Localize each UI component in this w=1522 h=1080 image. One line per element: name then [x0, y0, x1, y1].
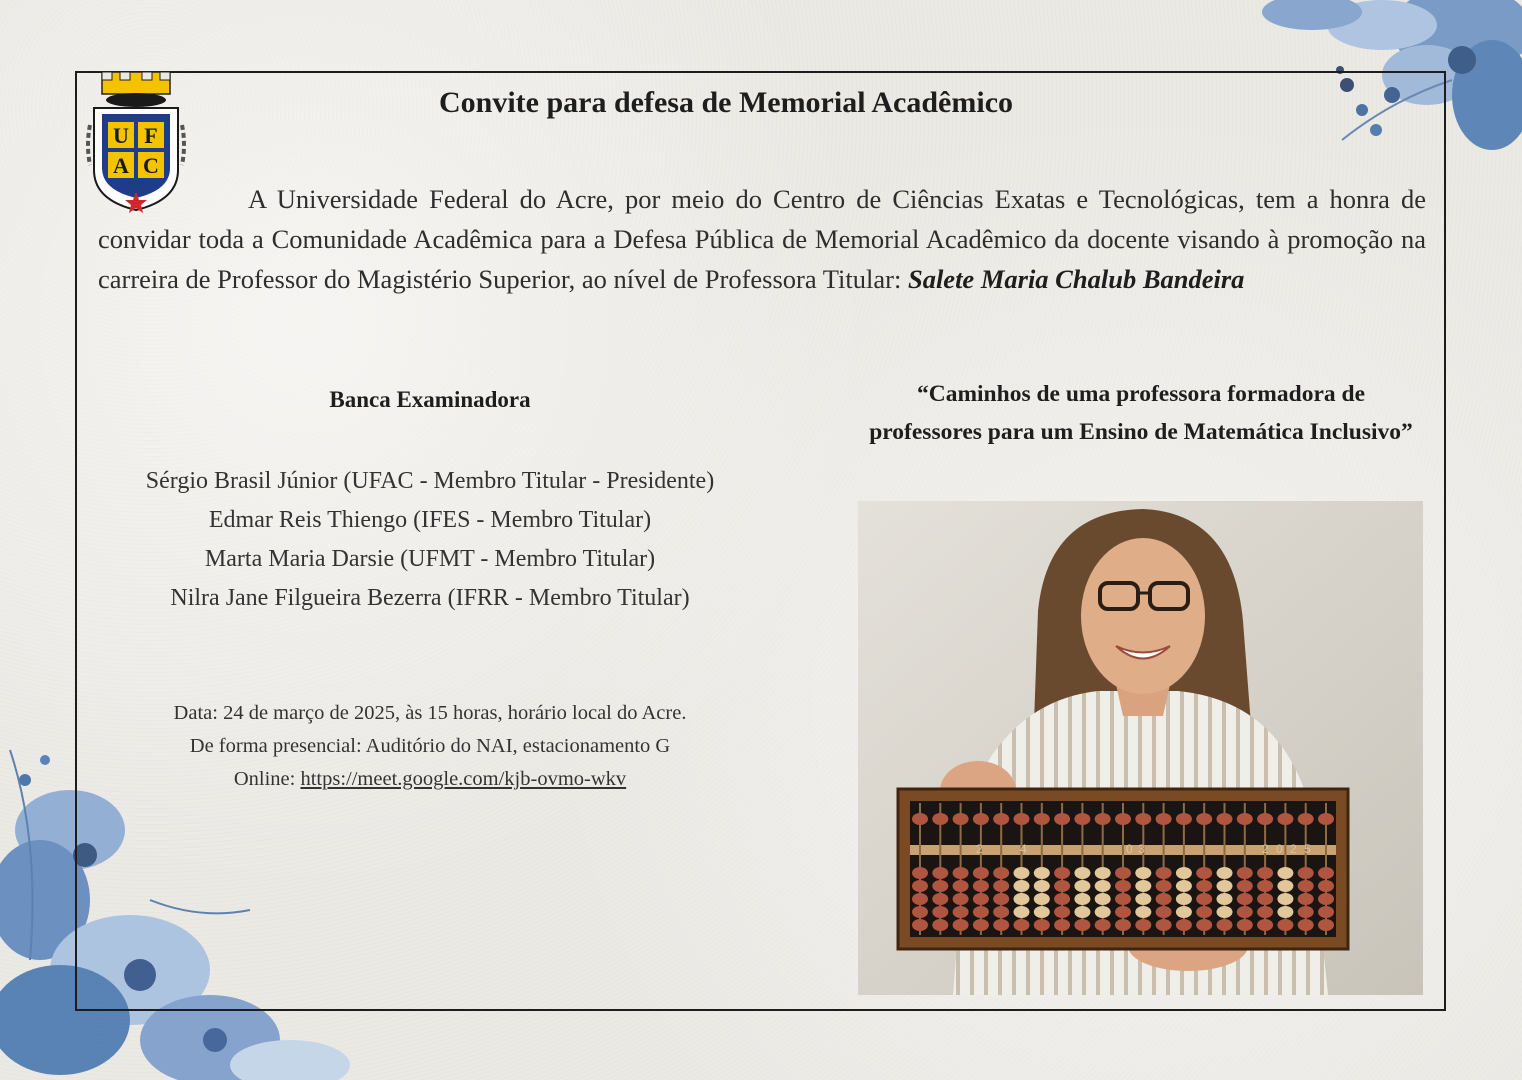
abacus-bead — [953, 893, 969, 905]
abacus-bead — [1277, 893, 1293, 905]
abacus-bead — [932, 813, 948, 825]
event-details — [96, 697, 764, 796]
abacus-bead — [1217, 880, 1233, 892]
abacus-bead — [1095, 867, 1111, 879]
abacus-bead — [1298, 906, 1314, 918]
banca-member: Marta Maria Darsie (UFMT - Membro Titular) — [204, 546, 656, 572]
abacus-bead — [1095, 880, 1111, 892]
abacus-bead — [1237, 867, 1253, 879]
abacus-bead — [1135, 880, 1151, 892]
abacus-bead — [932, 880, 948, 892]
abacus-bead — [1217, 906, 1233, 918]
banca-member: Nilra Jane Filgueira Bezerra (IFRR - Membro Titular) — [170, 585, 690, 611]
candidate-name: Salete Maria Chalub Bandeira — [907, 264, 1245, 294]
online-label: Online: — [233, 768, 301, 790]
abacus-bead — [1014, 813, 1030, 825]
abacus-bead — [1095, 906, 1111, 918]
abacus-bead — [1318, 813, 1334, 825]
abacus-bead — [1277, 867, 1293, 879]
abacus-bead — [1298, 919, 1314, 931]
abacus-bead — [993, 867, 1009, 879]
abacus-bead — [1277, 880, 1293, 892]
abacus-bead — [1176, 880, 1192, 892]
svg-text:A: A — [113, 153, 129, 178]
abacus-bead — [953, 867, 969, 879]
abacus-bead — [1257, 906, 1273, 918]
abacus-digit: 5 — [1304, 842, 1311, 856]
abacus-bead — [1217, 919, 1233, 931]
abacus-bead — [1156, 919, 1172, 931]
abacus-bead — [1196, 813, 1212, 825]
abacus-bead — [1196, 919, 1212, 931]
abacus-digit: 2 — [976, 842, 983, 856]
abacus-bead — [1074, 906, 1090, 918]
abacus-bead — [1217, 813, 1233, 825]
event-place: De forma presencial: Auditório do NAI, estacionamento G — [189, 735, 671, 757]
abacus-bead — [1217, 867, 1233, 879]
abacus-bead — [1135, 893, 1151, 905]
abacus-bead — [973, 867, 989, 879]
abacus-bead — [1298, 893, 1314, 905]
abacus-bead — [953, 919, 969, 931]
abacus-bead — [1257, 880, 1273, 892]
abacus-bead — [932, 919, 948, 931]
meet-link[interactable]: https://meet.google.com/kjb-ovmo-wkv — [300, 768, 627, 790]
abacus-bead — [1277, 906, 1293, 918]
abacus-bead — [1237, 919, 1253, 931]
abacus-bead — [1034, 880, 1050, 892]
abacus-bead — [1196, 880, 1212, 892]
abacus-bead — [1196, 893, 1212, 905]
abacus-bead — [1196, 867, 1212, 879]
banca-member: Sérgio Brasil Júnior (UFAC - Membro Titular - Presidente) — [145, 468, 715, 494]
event-date: Data: 24 de março de 2025, às 15 horas, horário local do Acre. — [173, 702, 687, 724]
abacus-bead — [1298, 867, 1314, 879]
abacus-bead — [1115, 906, 1131, 918]
abacus-digit: 2 — [1290, 842, 1297, 856]
abacus-bead — [1176, 906, 1192, 918]
abacus-bead — [1074, 893, 1090, 905]
memorial-title: “Caminhos de uma professora formadora de professores para um Ensino de Matemática Inclusivo” — [869, 381, 1413, 445]
abacus-bead — [1034, 867, 1050, 879]
abacus-bead — [1095, 919, 1111, 931]
abacus-bead — [1074, 880, 1090, 892]
abacus-bead — [1257, 813, 1273, 825]
abacus-bead — [1074, 813, 1090, 825]
abacus-bead — [1176, 813, 1192, 825]
abacus-bead — [1095, 893, 1111, 905]
abacus-bead — [1237, 880, 1253, 892]
abacus-bead — [1135, 867, 1151, 879]
abacus-digit: 0 — [1276, 842, 1283, 856]
abacus-bead — [1074, 867, 1090, 879]
photo-illustration — [858, 501, 1423, 995]
banca-member: Edmar Reis Thiengo (IFES - Membro Titular) — [208, 507, 652, 533]
abacus-bead — [953, 880, 969, 892]
abacus-bead — [1135, 919, 1151, 931]
abacus-bead — [993, 906, 1009, 918]
abacus-bead — [912, 919, 928, 931]
abacus-bead — [973, 813, 989, 825]
svg-text:F: F — [144, 123, 158, 148]
abacus-bead — [1156, 880, 1172, 892]
abacus-bead — [1196, 906, 1212, 918]
abacus-digit: 3 — [1138, 842, 1145, 856]
abacus-bead — [1237, 906, 1253, 918]
abacus-bead — [1074, 919, 1090, 931]
abacus-bead — [1318, 906, 1334, 918]
abacus-bead — [1298, 880, 1314, 892]
abacus-bead — [993, 919, 1009, 931]
abacus-bead — [1014, 919, 1030, 931]
abacus-bead — [1156, 813, 1172, 825]
abacus-bead — [1318, 867, 1334, 879]
abacus-bead — [1034, 893, 1050, 905]
abacus-bead — [1318, 893, 1334, 905]
page-title: Convite para defesa de Memorial Acadêmico — [438, 86, 1014, 119]
abacus-bead — [973, 906, 989, 918]
abacus-bead — [932, 906, 948, 918]
abacus-bead — [1054, 867, 1070, 879]
abacus-bead — [1176, 919, 1192, 931]
abacus-bead — [932, 893, 948, 905]
banca-title: Banca Examinadora — [329, 387, 531, 412]
abacus-bead — [993, 893, 1009, 905]
abacus-bead — [1277, 919, 1293, 931]
abacus-bead — [1034, 919, 1050, 931]
abacus-digit: 0 — [1126, 842, 1133, 856]
abacus-bead — [1176, 893, 1192, 905]
event-online — [96, 763, 764, 796]
abacus-bead — [973, 893, 989, 905]
candidate-photo — [858, 501, 1423, 995]
abacus-bead — [1014, 893, 1030, 905]
abacus-bead — [912, 906, 928, 918]
abacus-bead — [1115, 813, 1131, 825]
svg-text:C: C — [143, 153, 159, 178]
abacus-bead — [973, 919, 989, 931]
abacus-bead — [1156, 867, 1172, 879]
abacus-bead — [912, 867, 928, 879]
abacus-bead — [1014, 867, 1030, 879]
abacus-bead — [932, 867, 948, 879]
abacus-bead — [973, 880, 989, 892]
abacus-bead — [993, 813, 1009, 825]
invitation-paragraph — [98, 179, 1426, 299]
abacus-bead — [1176, 867, 1192, 879]
abacus-bead — [1054, 919, 1070, 931]
svg-text:U: U — [113, 123, 129, 148]
abacus-bead — [1257, 919, 1273, 931]
abacus-bead — [953, 813, 969, 825]
abacus-bead — [953, 906, 969, 918]
abacus-bead — [1095, 813, 1111, 825]
abacus-bead — [1135, 813, 1151, 825]
abacus-bead — [1034, 813, 1050, 825]
abacus-bead — [1115, 919, 1131, 931]
abacus-bead — [1054, 906, 1070, 918]
abacus-bead — [1277, 813, 1293, 825]
abacus-bead — [1115, 867, 1131, 879]
abacus-bead — [1298, 813, 1314, 825]
abacus-digit: 2 — [1262, 842, 1269, 856]
abacus-bead — [912, 880, 928, 892]
abacus-bead — [1115, 893, 1131, 905]
abacus-bead — [1054, 813, 1070, 825]
abacus-bead — [1318, 880, 1334, 892]
abacus-bead — [1054, 880, 1070, 892]
abacus-bead — [1217, 893, 1233, 905]
abacus-bead — [912, 813, 928, 825]
abacus-bead — [1237, 893, 1253, 905]
abacus-bead — [1034, 906, 1050, 918]
abacus-bead — [1156, 906, 1172, 918]
abacus-bead — [1014, 880, 1030, 892]
abacus-digit: 4 — [1020, 842, 1027, 856]
banca-member-list — [96, 462, 764, 618]
abacus-bead — [993, 880, 1009, 892]
abacus-bead — [1257, 867, 1273, 879]
abacus-bead — [1054, 893, 1070, 905]
abacus-bead — [1135, 906, 1151, 918]
abacus-bead — [1115, 880, 1131, 892]
abacus-bead — [1318, 919, 1334, 931]
abacus-bead — [1156, 893, 1172, 905]
invitation-text: A Universidade Federal do Acre, por meio do Centro de Ciências Exatas e Tecnológicas, tem a honra de convidar toda a Comunidade Acadêmica para a Defesa Pública de Memorial Acadêmico da docente visando à promoção na carreira de Professor do Magistério Superior, ao nível de Professora Titular: — [98, 184, 1426, 294]
abacus-bead — [1014, 906, 1030, 918]
abacus-bead — [1237, 813, 1253, 825]
abacus-bead — [1257, 893, 1273, 905]
abacus-bead — [912, 893, 928, 905]
